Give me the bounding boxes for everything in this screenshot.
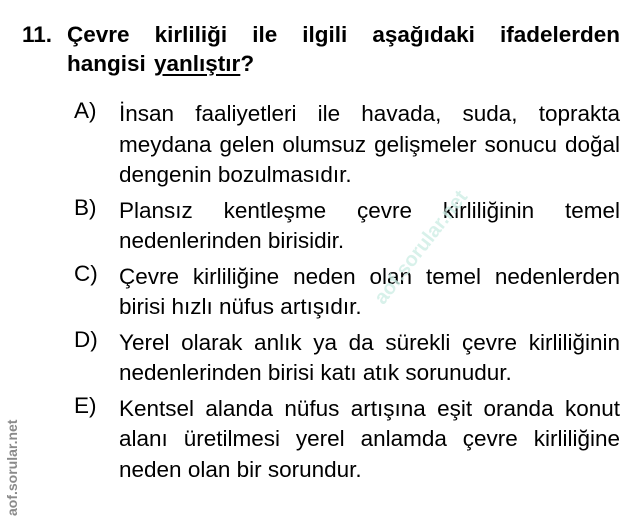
option-letter: E) xyxy=(74,392,97,418)
option-c xyxy=(74,262,620,323)
option-text: Yerel olarak anlık ya da sürekli çevre kirliliğinin nedenlerinden birisi katı atık sorunudur. xyxy=(119,329,620,385)
question-number: 11. xyxy=(22,22,53,47)
question-mark: ? xyxy=(240,51,255,76)
question-text-main: Çevre kirliliği ile ilgili aşağıdaki ifadelerden hangisi xyxy=(67,22,620,76)
option-letter: D) xyxy=(74,326,98,352)
watermark-diagonal: aof.sorular.net xyxy=(370,186,473,309)
answer-options xyxy=(74,99,620,490)
option-text: Kentsel alanda nüfus artışına eşit oranda konut alanı üretilmesi yerel anlamda çevre kirliliğine neden olan bir sorundur. xyxy=(119,395,620,482)
watermark-vertical: aof.sorular.net xyxy=(4,419,20,516)
option-e xyxy=(74,394,620,486)
question xyxy=(22,20,620,78)
option-text: Plansız kentleşme çevre kirliliğinin temel nedenlerinden birisidir. xyxy=(119,197,620,253)
option-letter: B) xyxy=(74,194,97,220)
option-text: İnsan faaliyetleri ile havada, suda, toprakta meydana gelen olumsuz gelişmeler sonucu doğal dengenin bozulmasıdır. xyxy=(119,101,620,187)
option-d xyxy=(74,328,620,389)
option-letter: A) xyxy=(74,98,97,123)
option-letter: C) xyxy=(74,260,98,286)
question-text xyxy=(67,20,620,78)
question-underlined-word: yanlıştır xyxy=(154,51,241,76)
option-a xyxy=(74,99,620,191)
option-text: Çevre kirliliğine neden olan temel nedenlerden birisi hızlı nüfus artışıdır. xyxy=(119,263,620,319)
option-b xyxy=(74,196,620,257)
